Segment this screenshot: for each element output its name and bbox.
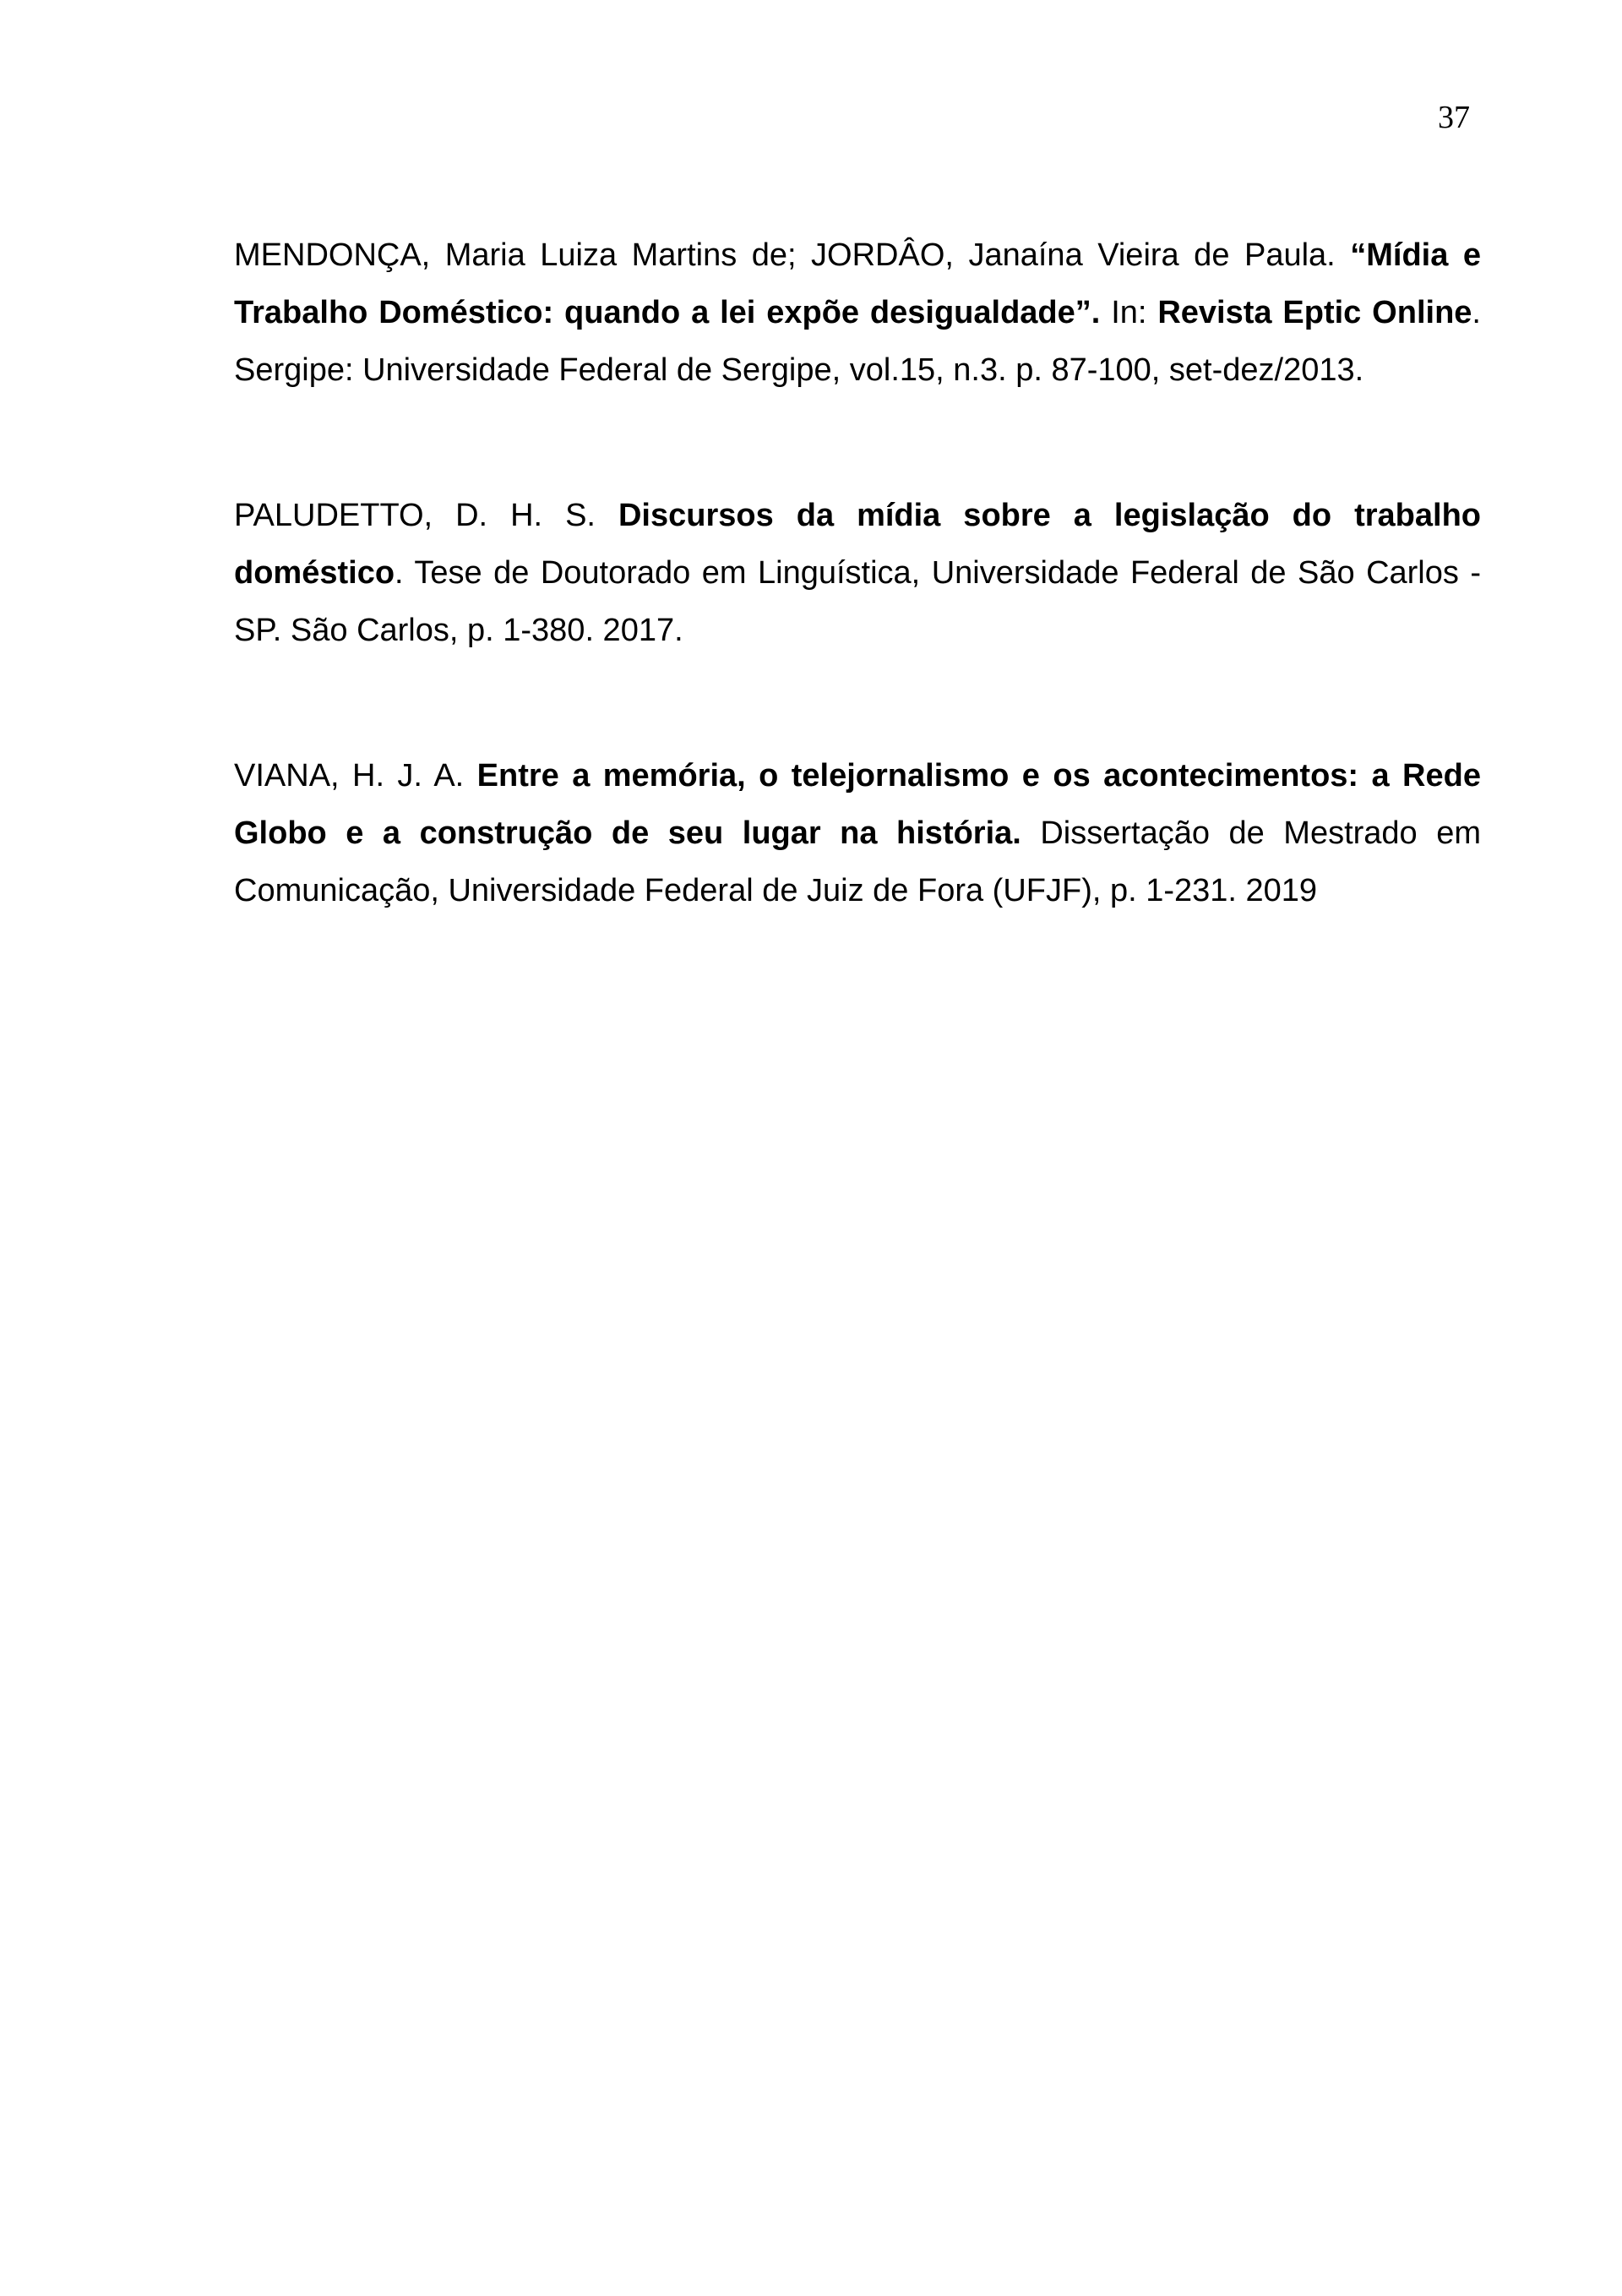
reference-authors: MENDONÇA, Maria Luiza Martins de; JORDÂO, Janaína Vieira de Paula.	[234, 237, 1351, 273]
reference-details: Dissertação de Mestrado em Comunicação, Universidade Federal de Juiz de Fora (UFJF), p. 1-231. 2019	[234, 815, 1481, 908]
reference-title: Discursos da mídia sobre a legislação do trabalho doméstico	[234, 498, 1481, 591]
reference-entry-mendonca	[234, 226, 1481, 399]
reference-title: “Mídia e Trabalho Doméstico: quando a lei expõe desigualdade”.	[234, 237, 1481, 330]
reference-authors: VIANA, H. J. A.	[234, 758, 477, 794]
reference-entry-paludetto	[234, 487, 1481, 659]
reference-details: . Sergipe: Universidade Federal de Sergipe, vol.15, n.3. p. 87-100, set-dez/2013.	[234, 295, 1481, 388]
reference-list	[234, 226, 1481, 1007]
reference-details: . Tese de Doutorado em Linguística, Universidade Federal de São Carlos - SP. São Carlos, p. 1-380. 2017.	[234, 555, 1481, 648]
reference-in-label: In:	[1100, 295, 1158, 330]
reference-entry-viana	[234, 747, 1481, 919]
reference-title: Entre a memória, o telejornalismo e os acontecimentos: a Rede Globo e a construção de seu lugar na história.	[234, 758, 1481, 851]
reference-source: Revista Eptic Online	[1157, 295, 1472, 330]
reference-authors: PALUDETTO, D. H. S.	[234, 498, 618, 533]
page-number: 37	[1438, 100, 1470, 135]
